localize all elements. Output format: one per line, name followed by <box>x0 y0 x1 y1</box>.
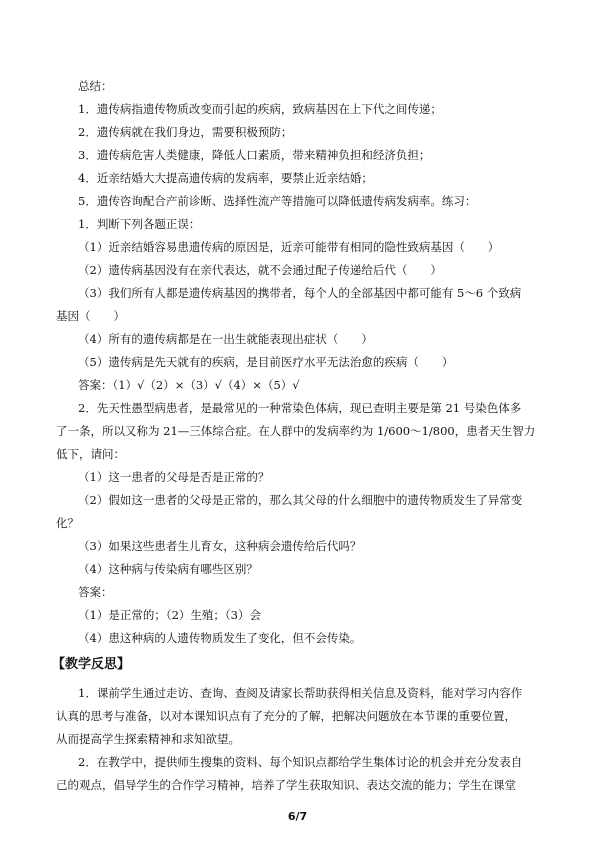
reflection-heading: 【教学反思】 <box>52 657 131 672</box>
reflection-p1-line3: 从而提高学生探索精神和求知欲望。 <box>56 732 240 746</box>
summary-item-4: 4．近亲结婚大大提高遗传病的发病率，要禁止近亲结婚； <box>78 171 373 185</box>
exercise1-question-3-line2: 基因（ ） <box>56 309 125 323</box>
summary-item-1: 1．遗传病指遗传物质改变而引起的疾病，致病基因在上下代之间传递； <box>78 102 442 116</box>
reflection-p1-line1: 1．课前学生通过走访、查询、查阅及请家长帮助获得相关信息及资料，能对学习内容作 <box>78 686 523 700</box>
exercise2-question-1: （1）这一患者的父母是否是正常的？ <box>78 470 270 484</box>
summary-item-2: 2．遗传病就在我们身边，需要积极预防； <box>78 125 293 139</box>
exercise2-intro-line2: 了一条，所以又称为 21—三体综合症。在人群中的发病率约为 1/600～1/800，患者天生智力 <box>56 424 536 438</box>
exercise2-answer-label: 答案： <box>78 585 113 599</box>
reflection-p2-line2: 己的观点，倡导学生的合作学习精神，培养了学生获取知识、表达交流的能力；学生在课堂 <box>56 778 516 792</box>
exercise1-question-5: （5）遗传病是先天就有的疾病，是目前医疗水平无法治愈的疾病（ ） <box>78 355 454 369</box>
exercise2-intro-line1: 2．先天性愚型病患者，是最常见的一种常染色体病，现已查明主要是第 21 号染色体多 <box>78 401 522 415</box>
summary-item-5: 5．遗传咨询配合产前诊断、选择性流产等措施可以降低遗传病发病率。练习： <box>78 194 477 208</box>
exercise1-title: 1．判断下列各题正误： <box>78 217 201 231</box>
exercise2-answer-line1: （1）是正常的；（2）生殖；（3）会 <box>78 608 261 622</box>
exercise2-question-3: （3）如果这些患者生儿育女，这种病会遗传给后代吗？ <box>78 539 362 553</box>
exercise2-question-2-line1: （2）假如这一患者的父母是正常的，那么其父母的什么细胞中的遗传物质发生了异常变 <box>78 493 523 507</box>
summary-title: 总结： <box>78 79 113 93</box>
exercise1-question-3-line1: （3）我们所有人都是遗传病基因的携带者，每个人的全部基因中都可能有 5～6 个致病 <box>78 286 522 300</box>
reflection-p2-line1: 2．在教学中，提供师生搜集的资料、每个知识点都给学生集体讨论的机会并充分发表自 <box>78 755 523 769</box>
exercise2-intro-line3: 低下，请问： <box>56 447 125 461</box>
page-number: 6/7 <box>287 810 308 823</box>
summary-item-3: 3．遗传病危害人类健康，降低人口素质，带来精神负担和经济负担； <box>78 148 431 162</box>
exercise2-question-4: （4）这种病与传染病有哪些区别？ <box>78 562 258 576</box>
exercise2-answer-line2: （4）患这种病的人遗传物质发生了变化，但不会传染。 <box>78 631 362 645</box>
exercise1-question-4: （4）所有的遗传病都是在一出生就能表现出症状（ ） <box>78 332 373 346</box>
exercise1-question-2: （2）遗传病基因没有在亲代表达，就不会通过配子传递给后代（ ） <box>78 263 442 277</box>
reflection-p1-line2: 认真的思考与准备，以对本课知识点有了充分的了解，把解决问题放在本节课的重要位置， <box>56 709 516 723</box>
exercise2-question-2-line2: 化？ <box>56 516 79 530</box>
exercise1-answer: 答案：（1）√（2）×（3）√（4）×（5）√ <box>78 378 300 392</box>
exercise1-question-1: （1）近亲结婚容易患遗传病的原因是，近亲可能带有相同的隐性致病基因（ ） <box>78 240 500 254</box>
